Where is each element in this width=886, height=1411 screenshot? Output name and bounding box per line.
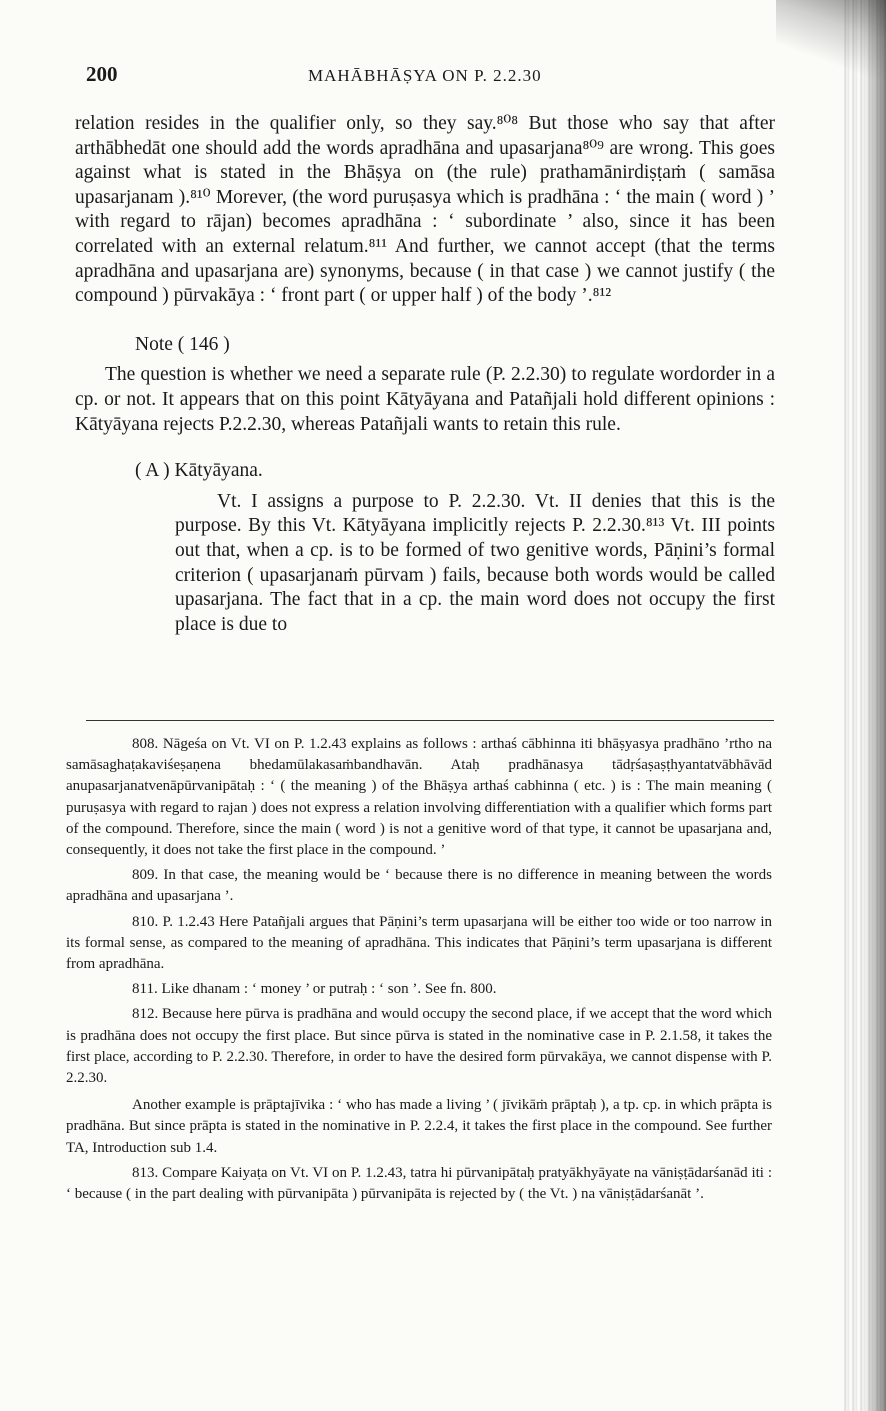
- footnote-809: 809. In that case, the meaning would be ‘ because there is no difference in meaning between the words apradhāna and upasarjana ’.: [66, 867, 772, 905]
- footnote-812-continuation: Another example is prāptajīvika : ‘ who has made a living ’ ( jīvikāṁ prāptaḥ ), a tp. cp. in which prāpta is pradhāna. But since prāpta is stated in the nominative in P. 2.2.4, it takes the first place in the compound. See further TA, Introduction sub 1.4.: [66, 1097, 772, 1156]
- footnote-808: 808. Nāgeśa on Vt. VI on P. 1.2.43 explains as follows : arthaś cābhinna iti bhāṣyasya pradhāno ’rtho na samāsaghaṭakaviśeṣaṇena bhedamūlakasaṁbandhavān. Ataḥ pradhānasya tādṛśaṣaṣṭhyantatvābhāvād anupasarjanatvenāpūrvanipātaḥ : ‘ ( the meaning ) of the Bhāṣya arthaś cabhinna ( etc. ) is : The main meaning ( puruṣasya with regard to rajan ) does not express a relation involving differentiation with a qualifier which forms part of the compound. Therefore, since the main ( word ) is not a genitive word of that type, it cannot be upasarjana and, consequently, it does not take the first place in the compound. ’: [66, 736, 772, 859]
- section-heading: ( A ) Kātyāyana.: [135, 460, 263, 482]
- running-title: MAHĀBHĀṢYA ON P. 2.2.30: [308, 66, 542, 85]
- page-edge-shadow: [864, 0, 886, 1411]
- footnote-811: 811. Like dhanam : ‘ money ’ or putraḥ : ‘ son ’. See fn. 800.: [132, 981, 497, 998]
- footnote-813: 813. Compare Kaiyaṭa on Vt. VI on P. 1.2.43, tatra hi pūrvanipātaḥ pratyākhyāyate na vāniṣṭādarśanād iti : ‘ because ( in the part dealing with pūrvanipāta ) pūrvanipāta is rejected by ( the Vt. ) na vāniṣṭādarśanāt ’.: [66, 1164, 772, 1203]
- corner-shadow: [776, 0, 886, 80]
- main-text: [75, 112, 775, 637]
- paragraph-1: relation resides in the qualifier only, so they say.⁸⁰⁸ But those who say that after arthābhedāt one should add the words apradhāna and upasarjana⁸⁰⁹ are wrong. This goes against what is stated in the Bhāṣya on (the rule) prathamānirdiṣṭaṁ ( samāsa upasarjanam ).⁸¹⁰ Morever, (the word puruṣasya which is pradhāna : ‘ the main ( word ) ’ with regard to rājan) becomes apradhāna : ‘ subordinate ’ also, since it has been correlated with an external relatum.⁸¹¹ And further, we cannot accept (that the terms apradhāna and upasarjana are) synonyms, because ( in that case ) we cannot justify ( the compound ) pūrvakāya : ‘ front part ( or upper half ) of the body ’.⁸¹²: [75, 113, 775, 307]
- page-header: [86, 62, 786, 96]
- paragraph-3: Vt. I assigns a purpose to P. 2.2.30. Vt. II denies that this is the purpose. By this Vt. Kātyāyana implicitly rejects P. 2.2.30.⁸¹³ Vt. III points out that, when a cp. is to be formed of two genitive words, Pāṇini’s formal criterion ( upasarjanaṁ pūrvam ) fails, because both words would be called upasarjana. The fact that in a cp. the main word does not occupy the first place is due to: [175, 490, 775, 635]
- note-heading: Note ( 146 ): [135, 333, 230, 355]
- footnote-divider: [86, 720, 774, 721]
- footnote-812: 812. Because here pūrva is pradhāna and would occupy the second place, if we accept that the word which is pradhāna does not occupy the first place. But since pūrva is stated in the nominative case in P. 2.1.58, it takes the first place, according to P. 2.2.30. Therefore, in order to have the desired form pūrvakāya, we cannot dispense with P. 2.2.30.: [66, 1006, 772, 1087]
- footnote-810: 810. P. 1.2.43 Here Patañjali argues that Pāṇini’s term upasarjana will be either too wide or too narrow in its formal sense, as compared to the meaning of apradhāna. This indicates that Pāṇini’s term upasarjana is different from apradhāna.: [66, 913, 772, 973]
- paragraph-2: The question is whether we need a separate rule (P. 2.2.30) to regulate wordorder in a cp. or not. It appears that on this point Kātyāyana and Patañjali hold different opinions : Kātyāyana rejects P.2.2.30, whereas Patañjali wants to retain this rule.: [75, 364, 775, 435]
- footnotes: [66, 734, 772, 1209]
- page-number: 200: [86, 62, 118, 86]
